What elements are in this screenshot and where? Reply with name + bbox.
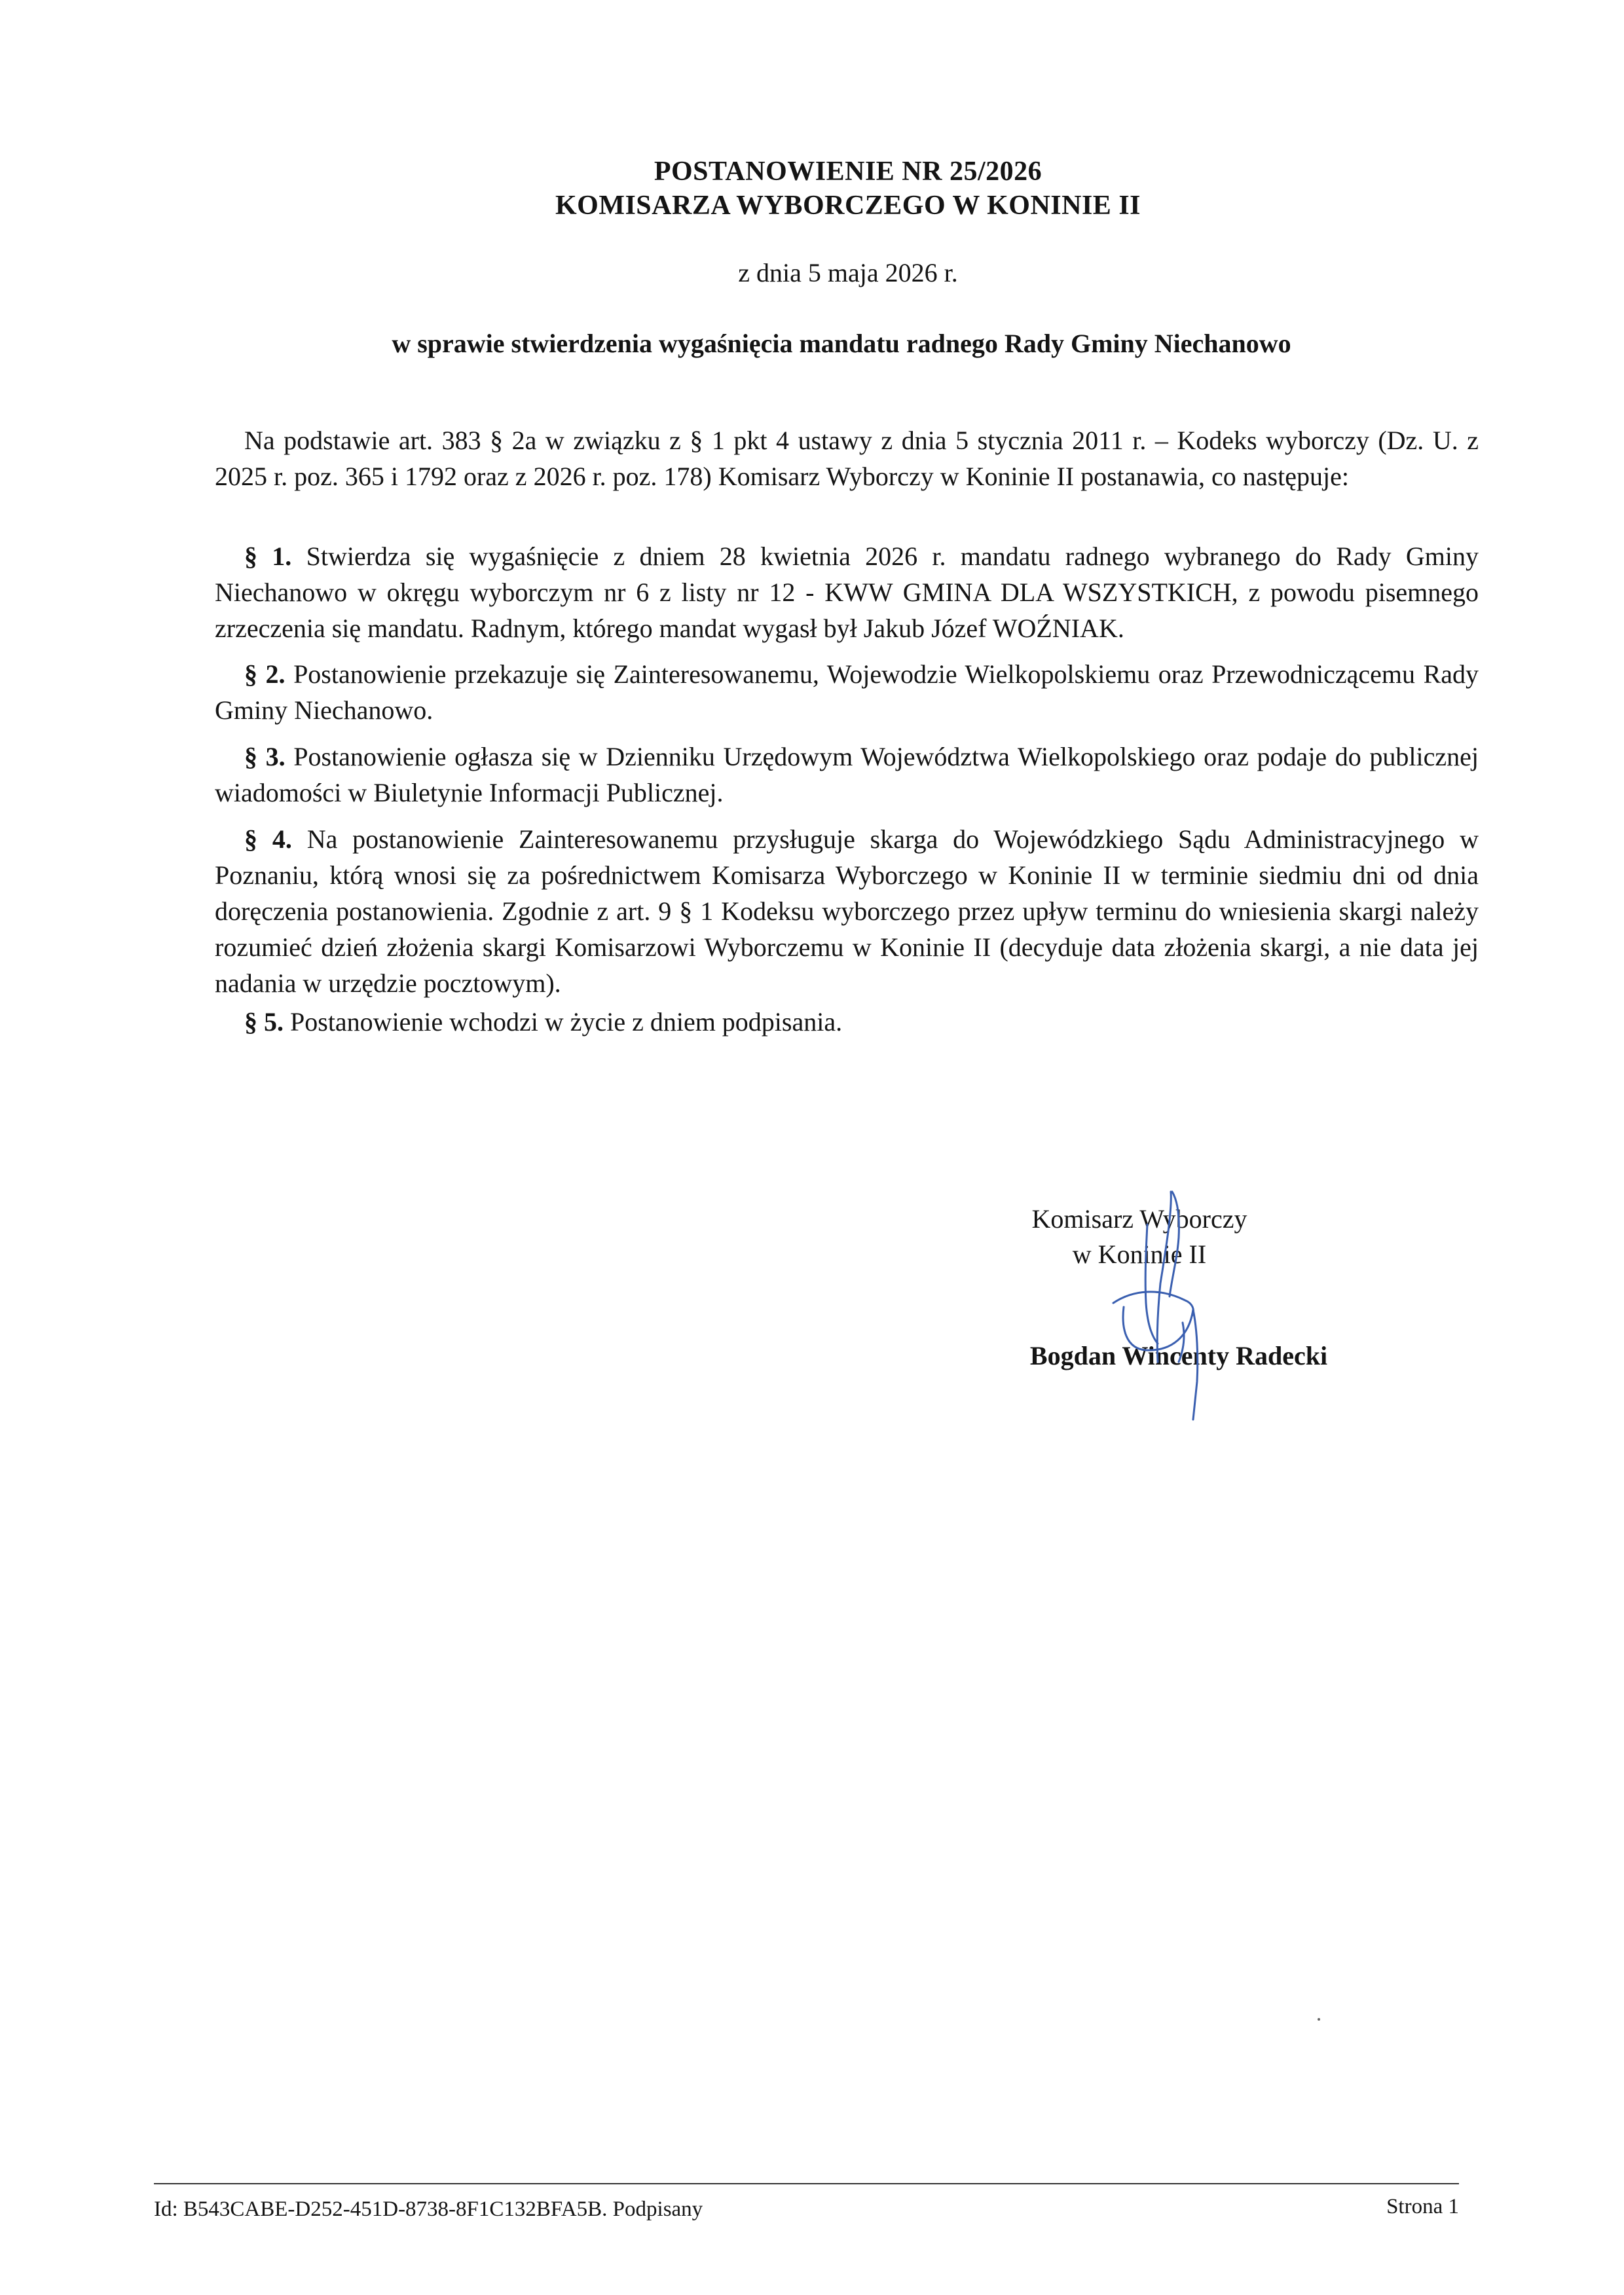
document-id: Id: B543CABE-D252-451D-8738-8F1C132BFA5B. Podpisany	[154, 2197, 703, 2221]
section-1	[215, 538, 1479, 646]
legal-basis-paragraph: Na podstawie art. 383 § 2a w związku z § 1 pkt 4 ustawy z dnia 5 stycznia 2011 r. – Kodeks wyborczy (Dz. U. z 2025 r. poz. 365 i 1792 oraz z 2026 r. poz. 178) Komisarz Wyborczy w Koninie II postanawia, co następuje:	[215, 426, 1479, 491]
section-text: Na postanowienie Zainteresowanemu przysługuje skarga do Wojewódzkiego Sądu Administracyjnego w Poznaniu, którą wnosi się za pośrednictwem Komisarza Wyborczego w Koninie II w terminie siedmiu dni od dnia doręczenia postanowienia. Zgodnie z art. 9 § 1 Kodeksu wyborczego przez upływ terminu do wniesienia skargi należy rozumieć dzień złożenia skargi Komisarzowi Wyborczemu w Koninie II (decyduje data złożenia skargi, a nie data jej nadania w urzędzie pocztowym).	[215, 824, 1479, 998]
document-subject: w sprawie stwierdzenia wygaśnięcia mandatu radnego Rady Gminy Niechanowo	[392, 329, 1291, 358]
signatory-location: w Koninie II	[1072, 1239, 1207, 1269]
section-5	[215, 1004, 1479, 1040]
section-text: Postanowienie przekazuje się Zainteresowanemu, Wojewodzie Wielkopolskiemu oraz Przewodniczącemu Rady Gminy Niechanowo.	[215, 659, 1479, 725]
document-date: z dnia 5 maja 2026 r.	[738, 258, 958, 287]
section-label: § 4.	[244, 824, 292, 854]
scan-speck	[1318, 2018, 1320, 2021]
page-number: Strona 1	[1386, 2195, 1459, 2218]
section-4	[215, 821, 1479, 1001]
section-label: § 2.	[244, 659, 286, 689]
section-2	[215, 656, 1479, 728]
section-text: Postanowienie wchodzi w życie z dniem podpisania.	[290, 1007, 843, 1037]
signatory-title: Komisarz Wyborczy	[1031, 1204, 1247, 1234]
section-text: Stwierdza się wygaśnięcie z dniem 28 kwietnia 2026 r. mandatu radnego wybranego do Rady Gminy Niechanowo w okręgu wyborczym nr 6 z listy nr 12 - KWW GMINA DLA WSZYSTKICH, z powodu pisemnego zrzeczenia się mandatu. Radnym, którego mandat wygasł był Jakub Józef WOŹNIAK.	[215, 542, 1479, 643]
signatory-name: Bogdan Wincenty Radecki	[1029, 1341, 1328, 1370]
handwritten-signature	[1074, 1172, 1244, 1421]
section-label: § 3.	[244, 742, 286, 771]
footer-divider	[154, 2183, 1459, 2184]
section-label: § 1.	[244, 542, 292, 571]
issuing-authority: KOMISARZA WYBORCZEGO W KONINIE II	[555, 191, 1141, 221]
section-3	[215, 739, 1479, 811]
section-text: Postanowienie ogłasza się w Dzienniku Urzędowym Województwa Wielkopolskiego oraz podaje do publicznej wiadomości w Biuletynie Informacji Publicznej.	[215, 742, 1479, 807]
document-title: POSTANOWIENIE NR 25/2026	[654, 156, 1043, 187]
section-label: § 5.	[244, 1007, 284, 1037]
